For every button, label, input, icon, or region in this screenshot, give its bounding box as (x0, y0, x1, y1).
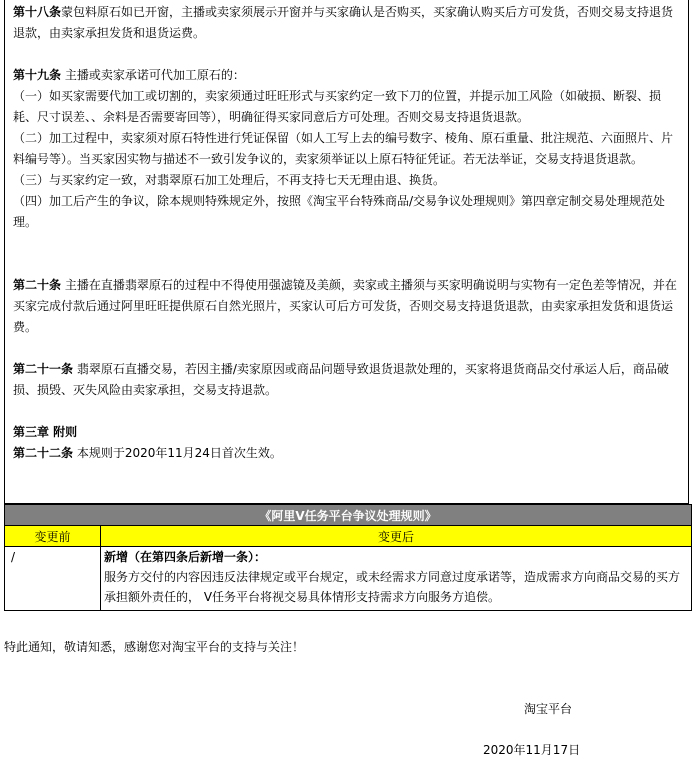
rule-19-item-1: （一）如买家需要代加工或切割的，卖家须通过旺旺形式与买家约定一致下刀的位置，并提示加工风险（如破损、断裂、损耗、尺寸误差、、余料是否需要寄回等），明确征得买家同意后方可处理。否则交易支持退货退款。 (13, 89, 662, 124)
rule-19-intro: 主播或卖家承诺可代加工原石的： (64, 68, 245, 82)
cell-after-heading: 新增（在第四条后新增一条）： (104, 550, 267, 564)
rule-20-heading: 第二十条 (13, 278, 62, 292)
rule-19-item-2: （二）加工过程中，卖家须对原石特性进行凭证保留（如人工写上去的编号数字、棱角、原石重量、批注规范、六面照片、片料编号等）。当买家因实物与描述不一致引发争议的，卖家须举证以上原石特征凭证。若无法举证，交易支持退货退款。 (13, 131, 674, 166)
signature: 淘宝平台 (524, 702, 573, 716)
rule-20 (13, 275, 678, 338)
table-row (5, 547, 692, 611)
chapter-3-heading: 第三章 附则 (13, 425, 78, 439)
change-table (4, 504, 692, 611)
date: 2020年11月17日 (483, 743, 581, 757)
rules-document-box (4, 0, 689, 504)
cell-after-text: 服务方交付的内容因违反法律规定或平台规定，或未经需求方同意过度承诺等，造成需求方向商品交易的买方承担额外责任的， V任务平台将视交易具体情形支持需求方向服务方追偿。 (104, 570, 681, 604)
rule-18-heading: 第十八条 (13, 5, 62, 19)
chapter-3 (13, 422, 678, 464)
change-table-header-row (5, 526, 692, 547)
rule-21-heading: 第二十一条 (13, 362, 74, 376)
rule-21 (13, 359, 678, 401)
column-header-after: 变更后 (101, 526, 692, 547)
cell-before: / (5, 547, 101, 611)
rule-19-item-3: （三）与买家约定一致，对翡翠原石加工处理后，不再支持七天无理由退、换货。 (13, 173, 446, 187)
rule-18-text: 蒙包料原石如已开窗，主播或卖家须展示开窗并与买家确认是否购买，买家确认购买后方可发货，否则交易支持退货退款，由卖家承担发货和退货运费。 (13, 5, 674, 40)
rule-18 (13, 2, 678, 44)
rule-20-text: 主播在直播翡翠原石的过程中不得使用强滤镜及美颜，卖家或主播须与买家明确说明与实物有一定色差等情况，并在买家完成付款后通过阿里旺旺提供原石自然光照片，买家认可后方可发货，否则交易支持退货退款，由卖家承担发货和退货运费。 (13, 278, 677, 334)
column-header-before: 变更前 (5, 526, 101, 547)
rule-19-heading: 第十九条 (13, 68, 62, 82)
rule-22-text: 本规则于2020年11月24日首次生效。 (76, 446, 282, 460)
change-table-title: 《阿里V任务平台争议处理规则》 (5, 505, 692, 526)
rule-22-heading: 第二十二条 (13, 446, 74, 460)
rule-19 (13, 65, 678, 233)
rule-19-item-4: （四）加工后产生的争议，除本规则特殊规定外，按照《淘宝平台特殊商品/交易争议处理规则》第四章定制交易处理规范处理。 (13, 194, 666, 229)
cell-after (101, 547, 692, 611)
change-table-title-row (5, 505, 692, 526)
rule-21-text: 翡翠原石直播交易，若因主播/卖家原因或商品问题导致退货退款处理的，买家将退货商品交付承运人后，商品破损、损毁、灭失风险由卖家承担，交易支持退款。 (13, 362, 669, 397)
closing-notice: 特此通知，敬请知悉，感谢您对淘宝平台的支持与关注！ (4, 640, 305, 654)
